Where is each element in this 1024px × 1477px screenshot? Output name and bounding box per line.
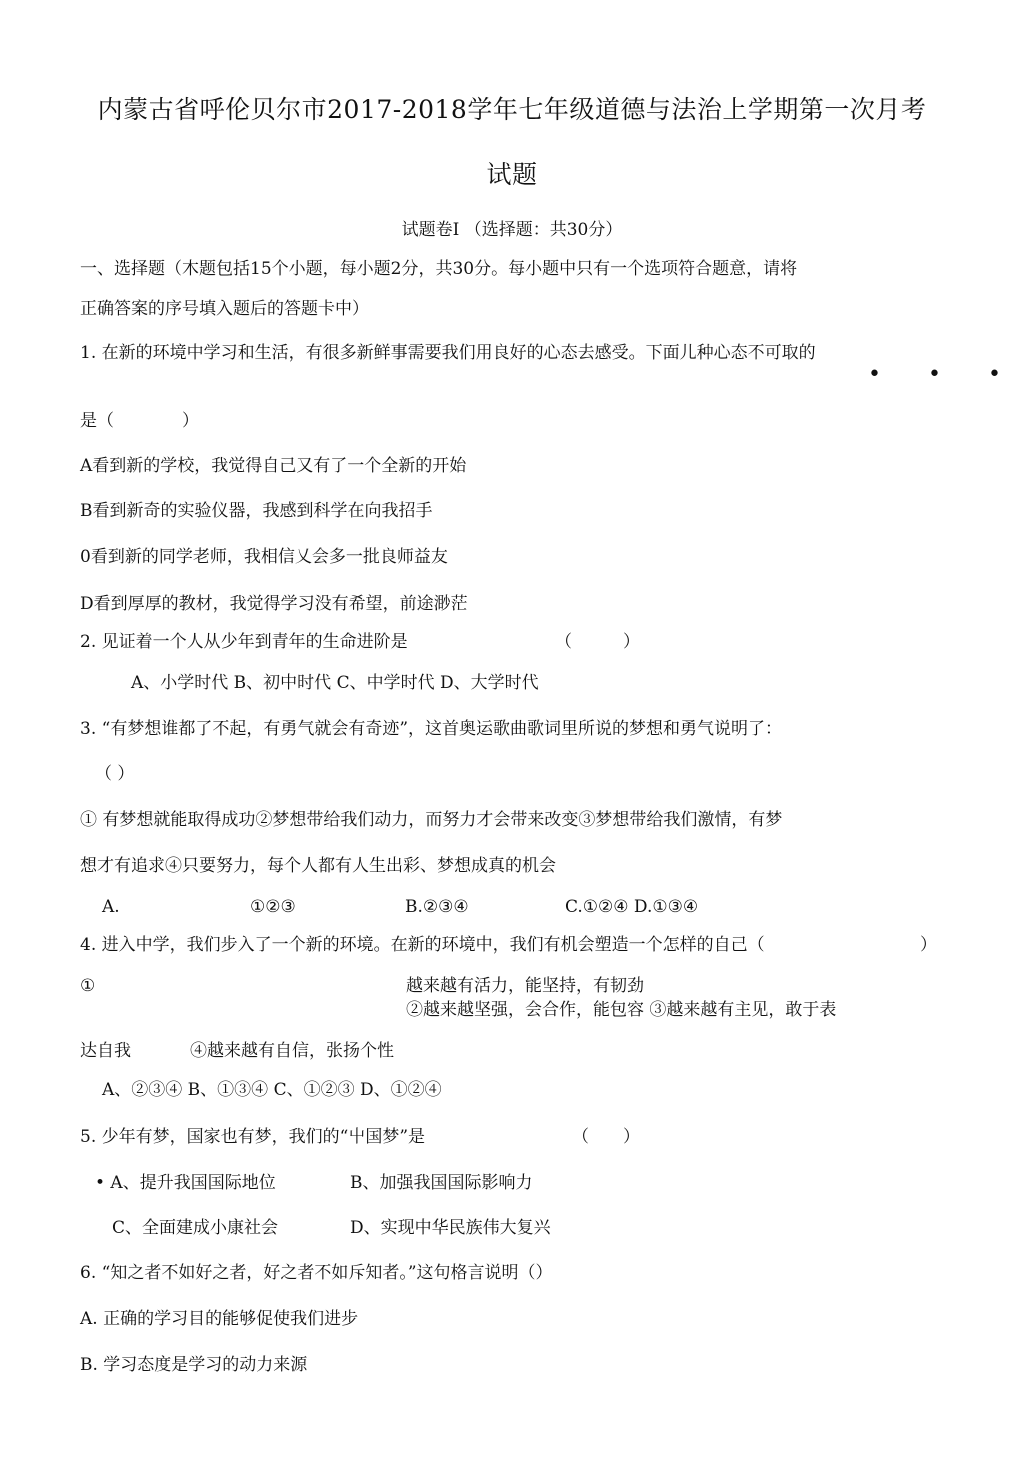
question-6-option-b: B. 学习态度是学习的动力来源 xyxy=(80,1355,308,1375)
question-2-paren: （ ） xyxy=(555,632,640,652)
question-2-stem: 2. 见证着一个人从少年到青年的生命进阶是 xyxy=(80,632,408,652)
question-4-options: A、②③④ B、①③④ C、①②③ D、①②④ xyxy=(102,1080,442,1100)
question-1-option-d: D看到厚厚的教材，我觉得学习没有希望，前途渺茫 xyxy=(80,594,468,614)
question-4-stem: 4. 进入中学，我们步入了一个新的环境。在新的环境中，我们有机会塑造一个怎样的自己（ xyxy=(80,935,765,955)
question-5-paren: （ ） xyxy=(572,1127,640,1147)
question-4-circle-1: ① xyxy=(80,976,96,996)
question-3-items-line2: 想才有追求④只要努力，每个人都有人生出彩、梦想成真的机会 xyxy=(80,856,556,876)
question-5-option-b: B、加强我国国际影响力 xyxy=(350,1173,533,1193)
question-2-options: A、小学时代 B、初中时代 C、中学时代 D、大学时代 xyxy=(131,673,539,693)
question-3-option-a-value: ①②③ xyxy=(250,897,296,917)
question-1-option-b: B看到新奇的实验仪器，我感到科学在向我招手 xyxy=(80,501,433,521)
question-4-paren-close: ） xyxy=(920,935,937,955)
section-heading: 试题卷I （选择题：共30分） xyxy=(401,220,623,240)
question-3-paren: （ ） xyxy=(95,764,135,784)
question-4-item-continuation: 达自我 xyxy=(80,1041,131,1061)
question-3-option-b: B.②③④ xyxy=(405,897,469,917)
question-1-option-c: 0看到新的同学老师，我相信乂会多一批良师益友 xyxy=(80,547,448,567)
instructions-line2: 正确答案的序号填入题后的答题卡中） xyxy=(80,299,369,319)
question-1-option-a: A看到新的学校，我觉得自己又有了一个全新的开始 xyxy=(80,456,467,476)
emphasis-dots: • • • xyxy=(868,362,1021,387)
question-6-stem: 6. “知之者不如好之者，好之者不如斥知者。”这句格言说明（） xyxy=(80,1263,553,1283)
question-6-option-a: A. 正确的学习目的能够促使我们进步 xyxy=(80,1309,359,1329)
question-3-option-cd: C.①②④ D.①③④ xyxy=(565,897,699,917)
question-5-option-c: C、全面建成小康社会 xyxy=(112,1218,279,1238)
document-title-line2: 试题 xyxy=(486,160,538,189)
question-5-stem: 5. 少年有梦，国家也有梦，我们的“屮国梦”是 xyxy=(80,1127,426,1147)
question-5-option-a: • A、提升我国国际地位 xyxy=(95,1173,276,1193)
document-title-line1: 内蒙古省呼伦贝尔市2017-2018学年七年级道德与法治上学期第一次月考 xyxy=(97,95,927,124)
instructions-line1: 一、选择题（木题包括15个小题，每小题2分，共30分。每小题中只有一个选项符合题意，请将 xyxy=(80,259,798,279)
question-3-items-line1: ① 有梦想就能取得成功②梦想带给我们动力，而努力才会带来改变③梦想带给我们激情，有梦 xyxy=(80,810,783,830)
question-3-stem: 3. “有梦想谁都了不起，有勇气就会有奇迹”，这首奥运歌曲歌词里所说的梦想和勇气说明了： xyxy=(80,719,783,739)
question-1-stem-end: 是（ ） xyxy=(80,411,199,431)
question-4-items-2-3: ②越来越坚强，会合作，能包容 ③越来越有主见，敢于表 xyxy=(406,1000,837,1020)
question-3-option-a-label: A. xyxy=(102,897,120,917)
question-5-option-d: D、实现中华民族伟大复兴 xyxy=(350,1218,551,1238)
question-1-stem: 1. 在新的环境中学习和生活，有很多新鲜事需要我们用良好的心态去感受。下面儿种心态不可取的 xyxy=(80,343,816,363)
question-4-item-1: 越来越有活力，能坚持，有韧劲 xyxy=(406,976,644,996)
question-4-item-4: ④越来越有自信，张扬个性 xyxy=(190,1041,394,1061)
